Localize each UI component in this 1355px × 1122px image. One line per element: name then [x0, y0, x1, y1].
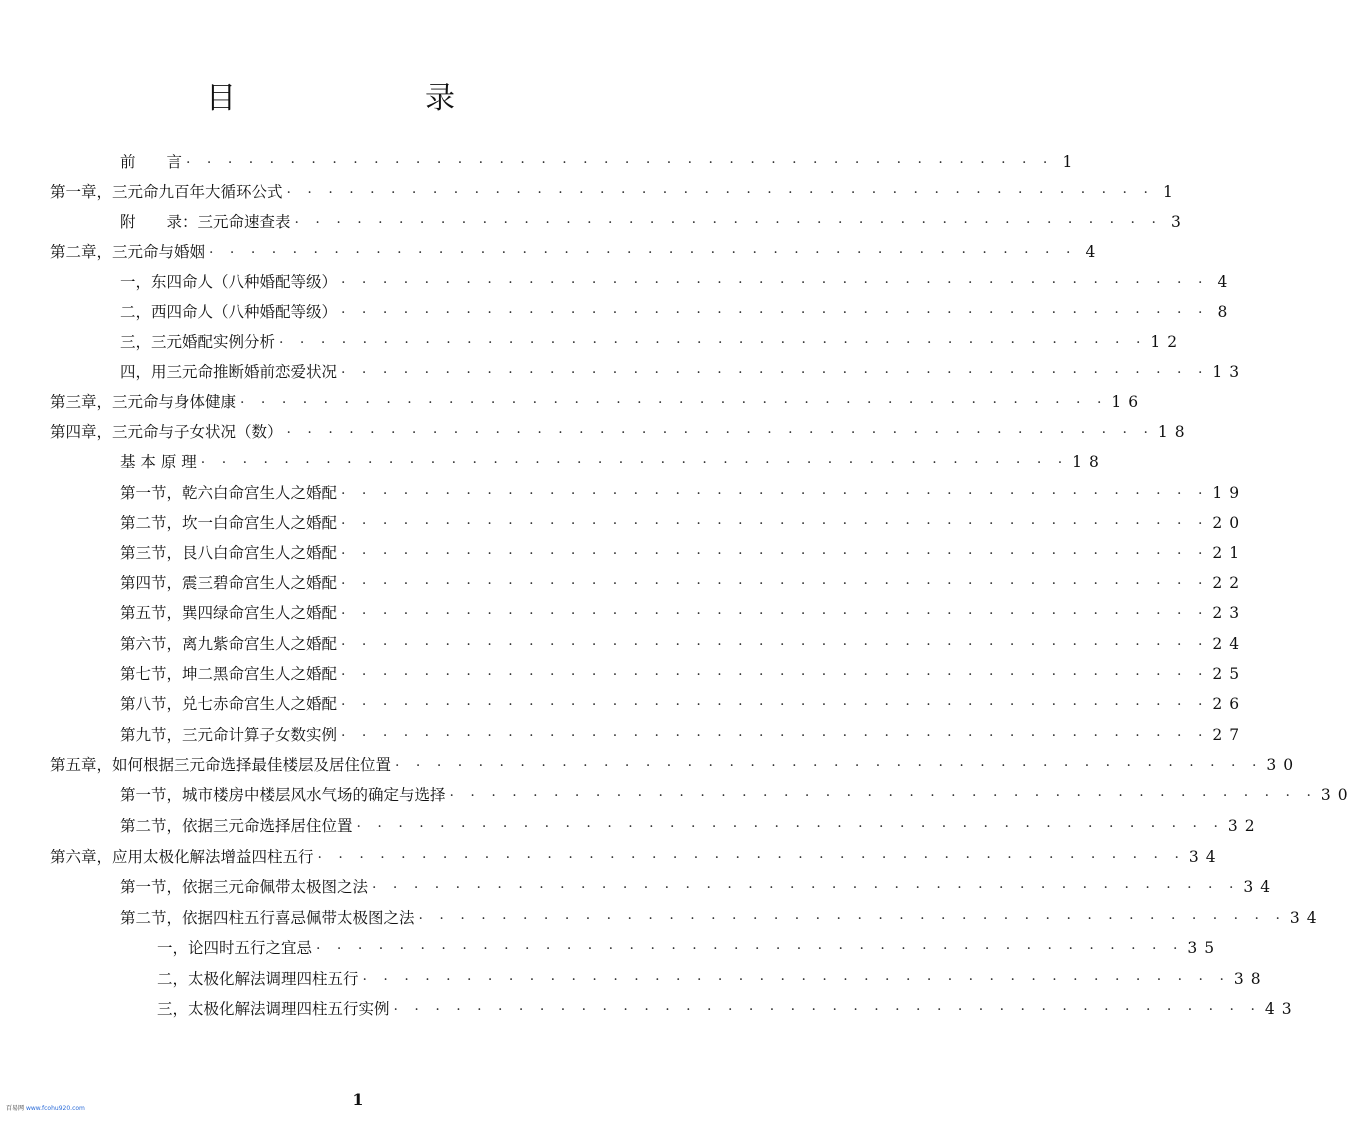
toc-leader-dots: · · · · · · · · · · · · · · · · · · · · · · · · · · · · · · · · · · · · · · · · · · — [316, 941, 1184, 957]
toc-entry-prefix: 第七节， — [120, 665, 183, 683]
toc-entry-label: 三元命九百年大循环公式 — [112, 183, 283, 201]
toc-entry[interactable] — [50, 240, 1103, 264]
toc-leader-dots: · · · · · · · · · · · · · · · · · · · · · · · · · · · · · · · · · · · · · · · · · · — [341, 365, 1209, 381]
toc-leader-dots: · · · · · · · · · · · · · · · · · · · · · · · · · · · · · · · · · · · · · · · · · · — [341, 697, 1209, 713]
toc-entry-page: 22 — [1212, 574, 1247, 592]
toc-entry-page: 34 — [1243, 878, 1278, 896]
toc-entry-page: 38 — [1233, 970, 1268, 988]
toc-entry-page: 21 — [1212, 544, 1247, 562]
toc-entry-prefix: 第六章， — [50, 848, 113, 866]
toc-entry[interactable] — [120, 571, 1247, 595]
toc-entry-page: 23 — [1212, 604, 1247, 622]
toc-entry-label: 依据三元命选择居住位置 — [182, 817, 353, 835]
toc-entry-prefix: 第四节， — [120, 574, 183, 592]
toc-entry-prefix: 附 录： — [120, 213, 198, 231]
toc-entry-label: 论四时五行之宜忌 — [188, 939, 313, 957]
toc-entry-page: 35 — [1187, 939, 1222, 957]
toc-entry-page: 30 — [1320, 786, 1355, 804]
toc-entry[interactable] — [120, 450, 1106, 474]
toc-entry-page: 18 — [1072, 453, 1106, 471]
toc-entry-label: 西四命人（八种婚配等级） — [151, 303, 338, 321]
toc-entry-page: 26 — [1212, 695, 1247, 713]
toc-entry[interactable] — [120, 906, 1324, 930]
toc-entry-label: 三元命与子女状况（数） — [112, 423, 283, 441]
toc-entry-label: 三元命速查表 — [197, 213, 291, 231]
toc-entry-prefix: 第五节， — [120, 604, 183, 622]
toc-title — [0, 81, 716, 124]
toc-entry[interactable] — [120, 300, 1235, 324]
toc-leader-dots: · · · · · · · · · · · · · · · · · · · · · · · · · · · · · · · · · · · · · · · · · · — [294, 215, 1162, 231]
toc-leader-dots: · · · · · · · · · · · · · · · · · · · · · · · · · · · · · · · · · · · · · · · · · · — [341, 637, 1209, 653]
toc-entry-label: 巽四绿命宫生人之婚配 — [182, 604, 338, 622]
toc-entry-label: 东四命人（八种婚配等级） — [151, 273, 338, 291]
toc-entry-label: 城市楼房中楼层风水气场的确定与选择 — [182, 786, 446, 804]
toc-entry-label: 坤二黑命宫生人之婚配 — [182, 665, 338, 683]
page-number: 1 — [352, 1090, 364, 1109]
toc-leader-dots: · · · · · · · · · · · · · · · · · · · · · · · · · · · · · · · · · · · · · · · · · · — [209, 245, 1077, 261]
toc-entry-page: 4 — [1085, 243, 1103, 261]
toc-leader-dots: · · · · · · · · · · · · · · · · · · · · · · · · · · · · · · · · · · · · · · · · · · — [341, 606, 1209, 622]
toc-entry-prefix: 第五章， — [50, 756, 113, 774]
toc-leader-dots: · · · · · · · · · · · · · · · · · · · · · · · · · · · · · · · · · · · · · · · · · · — [341, 728, 1209, 744]
toc-leader-dots: · · · · · · · · · · · · · · · · · · · · · · · · · · · · · · · · · · · · · · · · · · — [286, 425, 1154, 441]
toc-leader-dots: · · · · · · · · · · · · · · · · · · · · · · · · · · · · · · · · · · · · · · · · · · — [200, 455, 1069, 471]
toc-leader-dots: · · · · · · · · · · · · · · · · · · · · · · · · · · · · · · · · · · · · · · · · · · — [395, 758, 1263, 774]
toc-leader-dots: · · · · · · · · · · · · · · · · · · · · · · · · · · · · · · · · · · · · · · · · · · — [186, 155, 1054, 171]
toc-entry-page: 13 — [1212, 363, 1247, 381]
toc-entry[interactable] — [120, 150, 1080, 174]
toc-entry[interactable] — [120, 541, 1247, 565]
toc-entry-page: 3 — [1171, 213, 1188, 231]
title-char-1: 目 — [206, 81, 236, 116]
toc-entry[interactable] — [120, 814, 1262, 838]
toc-leader-dots: · · · · · · · · · · · · · · · · · · · · · · · · · · · · · · · · · · · · · · · · · · — [362, 972, 1230, 988]
toc-entry[interactable] — [120, 875, 1278, 899]
toc-entry-prefix: 第八节， — [120, 695, 183, 713]
toc-entry-label: 三元命与身体健康 — [112, 393, 237, 411]
toc-entry-prefix: 第六节， — [120, 635, 183, 653]
title-char-2: 录 — [425, 81, 455, 116]
toc-leader-dots: · · · · · · · · · · · · · · · · · · · · · · · · · · · · · · · · · · · · · · · · · · — [393, 1002, 1261, 1018]
toc-entry-page: 20 — [1212, 514, 1247, 532]
toc-leader-dots: · · · · · · · · · · · · · · · · · · · · · · · · · · · · · · · · · · · · · · · · · · — [341, 546, 1209, 562]
toc-leader-dots: · · · · · · · · · · · · · · · · · · · · · · · · · · · · · · · · · · · · · · · · · · — [341, 667, 1209, 683]
toc-leader-dots: · · · · · · · · · · · · · · · · · · · · · · · · · · · · · · · · · · · · · · · · · · — [341, 305, 1209, 321]
toc-leader-dots: · · · · · · · · · · · · · · · · · · · · · · · · · · · · · · · · · · · · · · · · · · — [341, 576, 1209, 592]
toc-entry-prefix: 第四章， — [50, 423, 113, 441]
toc-entry[interactable] — [50, 420, 1192, 444]
toc-entry-prefix: 第二节， — [120, 817, 183, 835]
toc-entry[interactable] — [120, 692, 1247, 716]
toc-entry[interactable] — [50, 845, 1223, 869]
toc-leader-dots: · · · · · · · · · · · · · · · · · · · · · · · · · · · · · · · · · · · · · · · · · · — [356, 819, 1224, 835]
toc-entry-label: 如何根据三元命选择最佳楼层及居住位置 — [112, 756, 392, 774]
toc-entry-label: 坎一白命宫生人之婚配 — [182, 514, 338, 532]
toc-entry-prefix: 一， — [120, 273, 152, 291]
toc-entry-prefix: 第一节， — [120, 484, 183, 502]
toc-entry-label: 震三碧命宫生人之婚配 — [182, 574, 338, 592]
toc-entry[interactable] — [157, 936, 1222, 960]
toc-entry-page: 34 — [1188, 848, 1223, 866]
toc-entry-prefix: 基 本 原 理 — [120, 453, 197, 471]
toc-entry-label: 三元婚配实例分析 — [151, 333, 276, 351]
toc-entry-prefix: 三， — [120, 333, 152, 351]
toc-leader-dots: · · · · · · · · · · · · · · · · · · · · · · · · · · · · · · · · · · · · · · · · · · — [418, 911, 1286, 927]
toc-entry[interactable] — [120, 723, 1247, 747]
toc-entry-page: 27 — [1212, 726, 1247, 744]
toc-entry-label: 三元命计算子女数实例 — [182, 726, 338, 744]
toc-entry-page: 30 — [1266, 756, 1301, 774]
toc-entry-page: 24 — [1212, 635, 1247, 653]
toc-entry-label: 应用太极化解法增益四柱五行 — [112, 848, 314, 866]
toc-entry-prefix: 第一节， — [120, 878, 183, 896]
credit-site: 百易网 — [6, 1105, 25, 1112]
toc-leader-dots: · · · · · · · · · · · · · · · · · · · · · · · · · · · · · · · · · · · · · · · · · · — [341, 516, 1209, 532]
toc-leader-dots: · · · · · · · · · · · · · · · · · · · · · · · · · · · · · · · · · · · · · · · · · · — [286, 185, 1154, 201]
credit-url: www.fcohu920.com — [25, 1105, 85, 1112]
toc-entry-label: 离九紫命宫生人之婚配 — [182, 635, 338, 653]
toc-entry-page: 43 — [1264, 1000, 1299, 1018]
toc-entry[interactable] — [120, 511, 1247, 535]
toc-leader-dots: · · · · · · · · · · · · · · · · · · · · · · · · · · · · · · · · · · · · · · · · · · — [240, 395, 1108, 411]
toc-entry-page: 34 — [1289, 909, 1324, 927]
toc-entry-page: 16 — [1111, 393, 1146, 411]
toc-entry[interactable] — [157, 997, 1299, 1021]
toc-entry-label: 依据三元命佩带太极图之法 — [182, 878, 369, 896]
toc-entry-label: 用三元命推断婚前恋爱状况 — [151, 363, 338, 381]
toc-entry-prefix: 第三节， — [120, 544, 183, 562]
toc-entry[interactable] — [157, 967, 1268, 991]
toc-entry[interactable] — [50, 753, 1301, 777]
toc-entry-prefix: 一， — [157, 939, 189, 957]
toc-entry-label: 依据四柱五行喜忌佩带太极图之法 — [182, 909, 415, 927]
toc-entry-prefix: 四， — [120, 363, 152, 381]
toc-entry[interactable] — [120, 270, 1235, 294]
toc-entry[interactable] — [50, 180, 1180, 204]
toc-leader-dots: · · · · · · · · · · · · · · · · · · · · · · · · · · · · · · · · · · · · · · · · · · — [341, 275, 1209, 291]
toc-leader-dots: · · · · · · · · · · · · · · · · · · · · · · · · · · · · · · · · · · · · · · · · · · — [317, 850, 1185, 866]
toc-leader-dots: · · · · · · · · · · · · · · · · · · · · · · · · · · · · · · · · · · · · · · · · · · — [449, 788, 1317, 804]
toc-entry-label: 三元命与婚姻 — [112, 243, 206, 261]
watermark-credit — [6, 1103, 85, 1112]
toc-entry-label: 太极化解法调理四柱五行 — [188, 970, 359, 988]
toc-leader-dots: · · · · · · · · · · · · · · · · · · · · · · · · · · · · · · · · · · · · · · · · · · — [372, 880, 1240, 896]
toc-entry-label: 乾六白命宫生人之婚配 — [182, 484, 338, 502]
toc-entry-prefix: 二， — [157, 970, 189, 988]
toc-entry[interactable] — [120, 632, 1247, 656]
toc-entry-page: 32 — [1227, 817, 1262, 835]
toc-entry-label: 太极化解法调理四柱五行实例 — [188, 1000, 390, 1018]
toc-entry[interactable] — [120, 330, 1185, 354]
toc-entry-label: 兑七赤命宫生人之婚配 — [182, 695, 338, 713]
toc-entry-prefix: 第一节， — [120, 786, 183, 804]
toc-entry-prefix: 第二节， — [120, 909, 183, 927]
toc-entry-prefix: 前 言 — [120, 153, 183, 171]
toc-entry-page: 18 — [1157, 423, 1192, 441]
toc-leader-dots: · · · · · · · · · · · · · · · · · · · · · · · · · · · · · · · · · · · · · · · · · · — [341, 486, 1209, 502]
toc-entry-prefix: 三， — [157, 1000, 189, 1018]
toc-entry[interactable] — [120, 601, 1247, 625]
toc-entry[interactable] — [120, 662, 1247, 686]
toc-entry-page: 1 — [1062, 153, 1080, 171]
toc-entry-page: 4 — [1217, 273, 1235, 291]
toc-entry-prefix: 第一章， — [50, 183, 113, 201]
toc-entry-prefix: 第九节， — [120, 726, 183, 744]
toc-entry-page: 25 — [1212, 665, 1247, 683]
toc-entry[interactable] — [120, 481, 1247, 505]
toc-entry-prefix: 第二节， — [120, 514, 183, 532]
toc-entry-prefix: 二， — [120, 303, 152, 321]
toc-entry-label: 艮八白命宫生人之婚配 — [182, 544, 338, 562]
toc-entry-prefix: 第二章， — [50, 243, 113, 261]
toc-entry[interactable] — [50, 390, 1146, 414]
toc-entry-page: 8 — [1217, 303, 1235, 321]
toc-entry[interactable] — [120, 210, 1188, 234]
toc-leader-dots: · · · · · · · · · · · · · · · · · · · · · · · · · · · · · · · · · · · · · · · · · · — [279, 335, 1147, 351]
toc-entry-page: 1 — [1163, 183, 1180, 201]
toc-entry-page: 19 — [1212, 484, 1247, 502]
toc-entry[interactable] — [120, 783, 1355, 807]
toc-entry-page: 12 — [1150, 333, 1185, 351]
toc-entry[interactable] — [120, 360, 1247, 384]
toc-entry-prefix: 第三章， — [50, 393, 113, 411]
